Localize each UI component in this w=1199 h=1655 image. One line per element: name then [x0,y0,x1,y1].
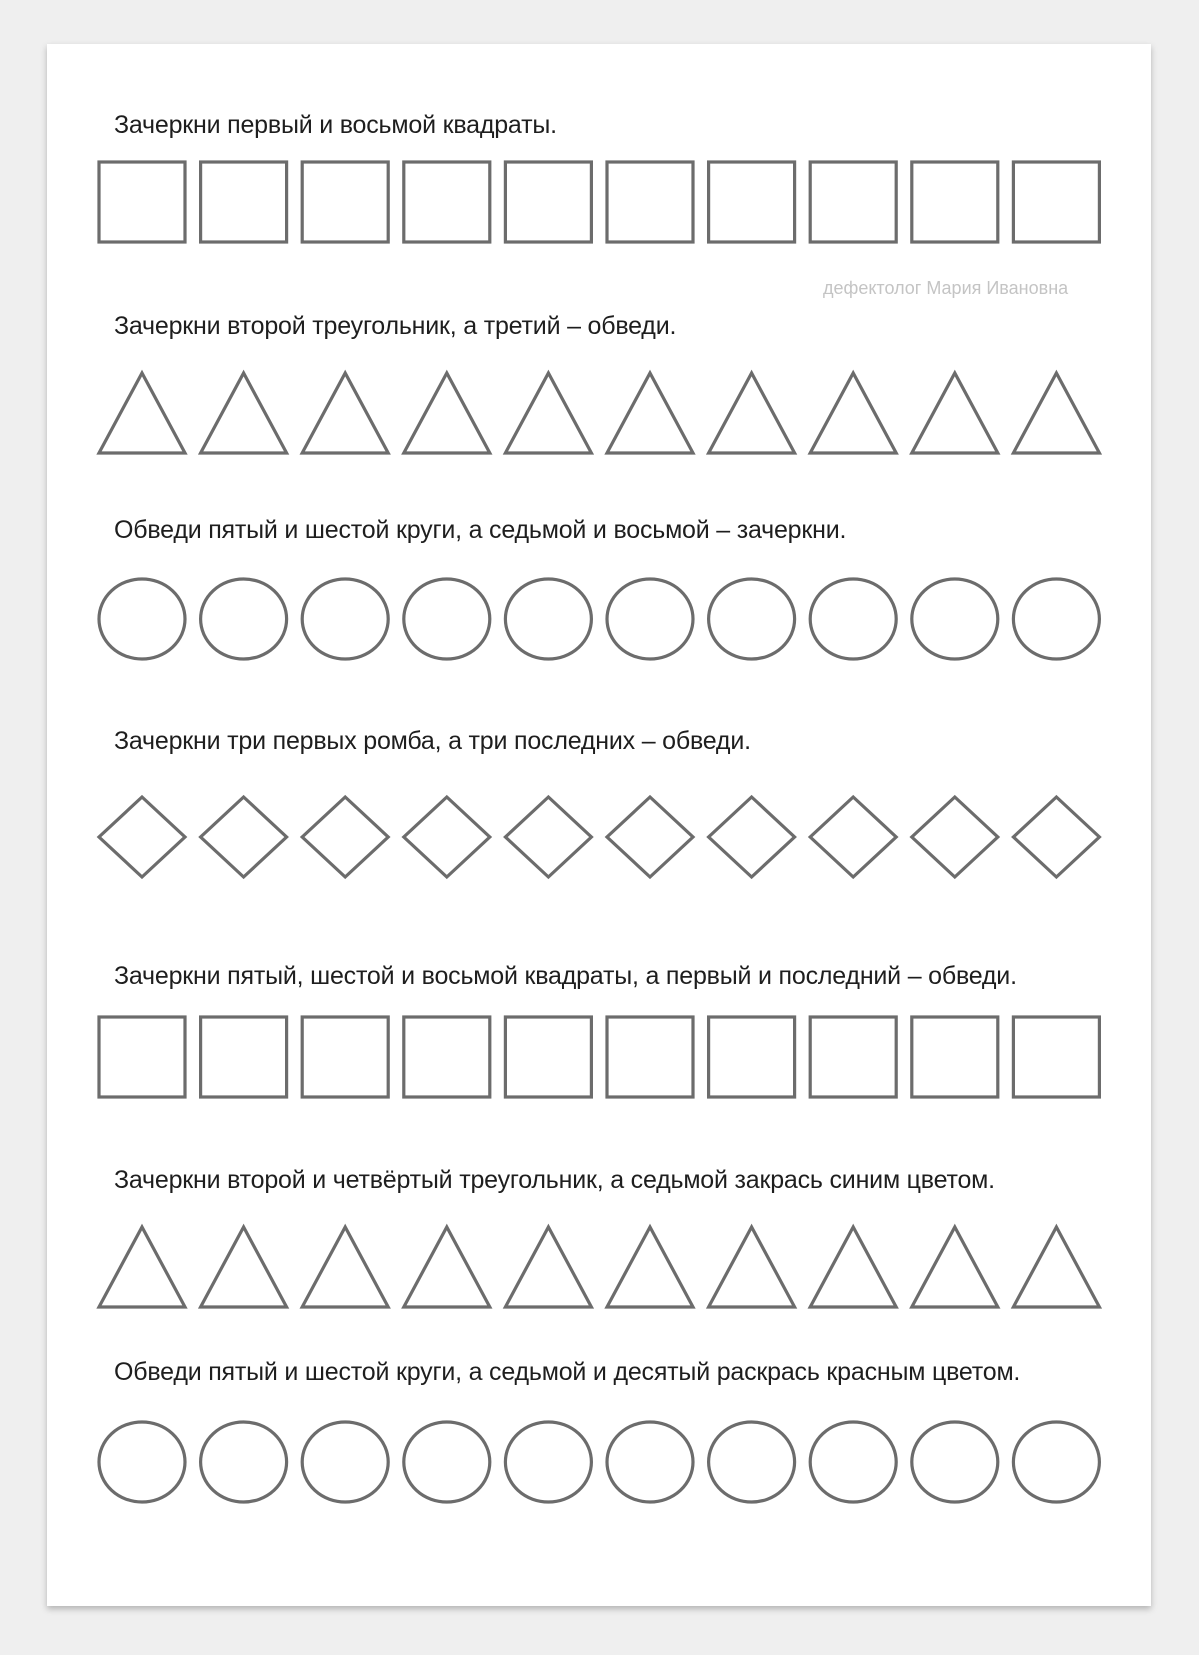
triangle-10 [1013,373,1099,453]
task-3-shapes-row [0,577,1199,667]
square-6 [607,162,693,242]
circle-10 [1013,1422,1099,1502]
square-8 [810,162,896,242]
triangle-3 [302,1227,388,1307]
triangle-8 [810,373,896,453]
circle-7 [709,1422,795,1502]
triangle-9 [912,1227,998,1307]
diamond-6 [607,797,693,877]
task-5-shapes-row [0,1015,1199,1105]
diamond-9 [912,797,998,877]
square-3 [302,162,388,242]
circle-5 [505,1422,591,1502]
triangle-7 [709,373,795,453]
task-6-shapes-row [0,1225,1199,1315]
circle-4 [404,579,490,659]
triangle-2 [201,1227,287,1307]
circle-6 [607,1422,693,1502]
triangle-6 [607,1227,693,1307]
task-7-shapes-row [0,1420,1199,1510]
circle-10 [1013,579,1099,659]
square-6 [607,1017,693,1097]
square-2 [201,1017,287,1097]
task-3-instruction: Обведи пятый и шестой круги, а седьмой и восьмой – зачеркни. [114,516,847,544]
square-2 [201,162,287,242]
circle-6 [607,579,693,659]
circle-8 [810,579,896,659]
square-5 [505,1017,591,1097]
task-6-instruction: Зачеркни второй и четвёртый треугольник, а седьмой закрась синим цветом. [114,1166,995,1194]
diamond-10 [1013,797,1099,877]
watermark: дефектолог Мария Ивановна [823,278,1069,298]
square-7 [709,162,795,242]
diamond-1 [99,797,185,877]
triangle-1 [99,1227,185,1307]
square-9 [912,1017,998,1097]
square-1 [99,1017,185,1097]
diamond-3 [302,797,388,877]
circle-3 [302,579,388,659]
triangle-4 [404,1227,490,1307]
task-4-instruction: Зачеркни три первых ромба, а три последних – обведи. [114,727,751,755]
square-8 [810,1017,896,1097]
task-2-shapes-row [0,371,1199,461]
triangle-9 [912,373,998,453]
triangle-1 [99,373,185,453]
diamond-5 [505,797,591,877]
triangle-6 [607,373,693,453]
diamond-7 [709,797,795,877]
square-1 [99,162,185,242]
triangle-10 [1013,1227,1099,1307]
circle-3 [302,1422,388,1502]
task-2-instruction: Зачеркни второй треугольник, а третий – обведи. [114,312,677,340]
triangle-3 [302,373,388,453]
triangle-5 [505,1227,591,1307]
diamond-2 [201,797,287,877]
square-5 [505,162,591,242]
triangle-5 [505,373,591,453]
circle-2 [201,1422,287,1502]
square-7 [709,1017,795,1097]
task-7-instruction: Обведи пятый и шестой круги, а седьмой и десятый раскрась красным цветом. [114,1358,1021,1386]
circle-5 [505,579,591,659]
triangle-8 [810,1227,896,1307]
square-3 [302,1017,388,1097]
circle-9 [912,1422,998,1502]
square-4 [404,1017,490,1097]
task-1-shapes-row [0,160,1199,250]
task-5-instruction: Зачеркни пятый, шестой и восьмой квадраты, а первый и последний – обведи. [114,962,1017,990]
circle-2 [201,579,287,659]
task-4-shapes-row [0,795,1199,885]
task-1-instruction: Зачеркни первый и восьмой квадраты. [114,111,557,139]
circle-1 [99,579,185,659]
square-10 [1013,162,1099,242]
square-4 [404,162,490,242]
square-9 [912,162,998,242]
square-10 [1013,1017,1099,1097]
circle-1 [99,1422,185,1502]
triangle-4 [404,373,490,453]
circle-7 [709,579,795,659]
diamond-8 [810,797,896,877]
triangle-2 [201,373,287,453]
circle-8 [810,1422,896,1502]
circle-4 [404,1422,490,1502]
triangle-7 [709,1227,795,1307]
diamond-4 [404,797,490,877]
circle-9 [912,579,998,659]
